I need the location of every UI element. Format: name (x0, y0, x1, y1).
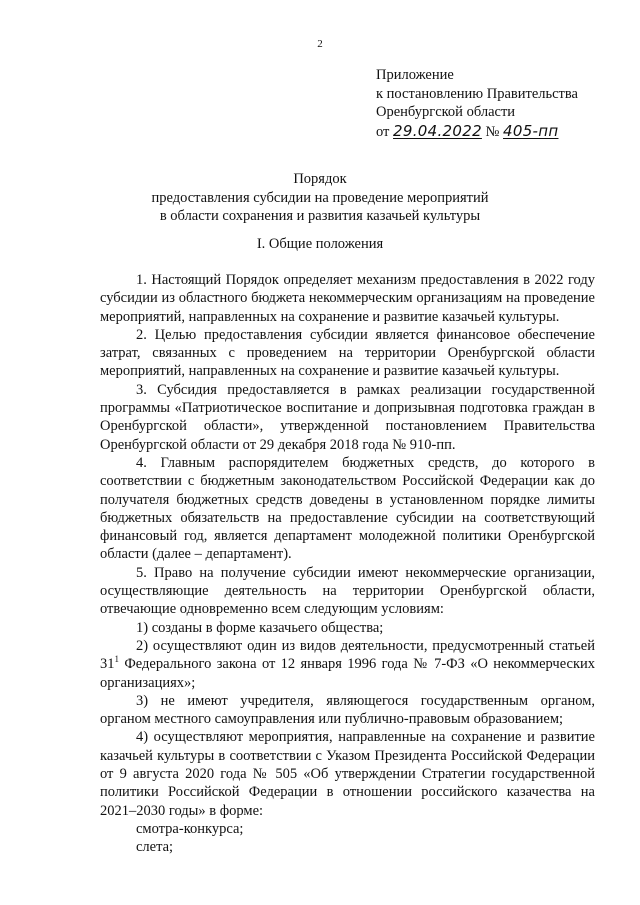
appendix-date-line (376, 122, 578, 142)
paragraph-5: 5. Право на получение субсидии имеют некоммерческие организации, осуществляющие деятельность на территории Оренбургской области, отвечающие одновременно всем следующим условиям: (100, 564, 595, 618)
handwritten-date: 29.04.2022 (393, 121, 482, 140)
article-superscript: 1 (114, 654, 119, 665)
document-title (0, 170, 640, 226)
condition-4: 4) осуществляют мероприятия, направленные на сохранение и развитие казачьей культуры в соответствии с Указом Президента Российской Федерации от 9 августа 2020 года № 505 «Об утверждении Стратегии государственной политики Российской Федерации в отношении российского казачества на 2021–2030 годы» в форме: (100, 729, 595, 819)
handwritten-number: 405-пп (503, 121, 559, 140)
paragraph-2: 2. Целью предоставления субсидии является финансовое обеспечение затрат, связанных с проведением на территории Оренбургской области мероприятий, направленных на сохранение и развитие казачьей культуры. (100, 326, 595, 380)
condition-2 (100, 637, 595, 692)
appendix-line-1: Приложение (376, 67, 454, 83)
condition-1: 1) созданы в форме казачьего общества; (136, 619, 384, 636)
paragraph-4: 4. Главным распорядителем бюджетных средств, до которого в соответствии с бюджетным законодательством Российской Федерации как до получателя бюджетных средств доведены в установленном порядке лимиты бюджетных обязательств на предоставление субсидии на соответствующий финансовый год, является департамент молодежной политики Оренбургской области (далее – департамент). (100, 454, 595, 563)
title-line-1: Порядок (293, 171, 347, 187)
appendix-line-2: к постановлению Правительства (376, 85, 578, 102)
appendix-block (376, 66, 578, 141)
form-item-2: слета; (136, 839, 174, 856)
appendix-line-3: Оренбургской области (376, 104, 516, 120)
number-prefix: № (485, 123, 500, 140)
paragraph-1: 1. Настоящий Порядок определяет механизм предоставления в 2022 году субсидии из областного бюджета некоммерческим организациям на проведение мероприятий, направленных на сохранение и развитие казачьей культуры. (100, 272, 595, 325)
page-number: 2 (317, 38, 323, 50)
form-item-1: смотра-конкурса; (136, 820, 244, 837)
condition-2-text-a: 2) осуществляют один из видов деятельности, предусмотренный статьей 31 (100, 637, 595, 673)
section-heading: I. Общие положения (256, 236, 384, 252)
condition-2-text-b: Федерального закона от 12 января 1996 года № 7-ФЗ «О некоммерческих организациях»; (100, 656, 595, 691)
title-line-2: предоставления субсидии на проведение мероприятий (151, 189, 489, 206)
condition-3: 3) не имеют учредителя, являющегося государственным органом, органом местного самоуправления или публично-правовым образованием; (100, 692, 595, 728)
title-line-3: в области сохранения и развития казачьей культуры (159, 208, 481, 224)
document-body (100, 271, 595, 857)
date-prefix: от (376, 123, 390, 140)
paragraph-3: 3. Субсидия предоставляется в рамках реализации государственной программы «Патриотическое воспитание и допризывная подготовка граждан в Оренбургской области», утвержденной постановлением Правительства Оренбургской области от 29 декабря 2018 года № 910-пп. (100, 381, 595, 453)
